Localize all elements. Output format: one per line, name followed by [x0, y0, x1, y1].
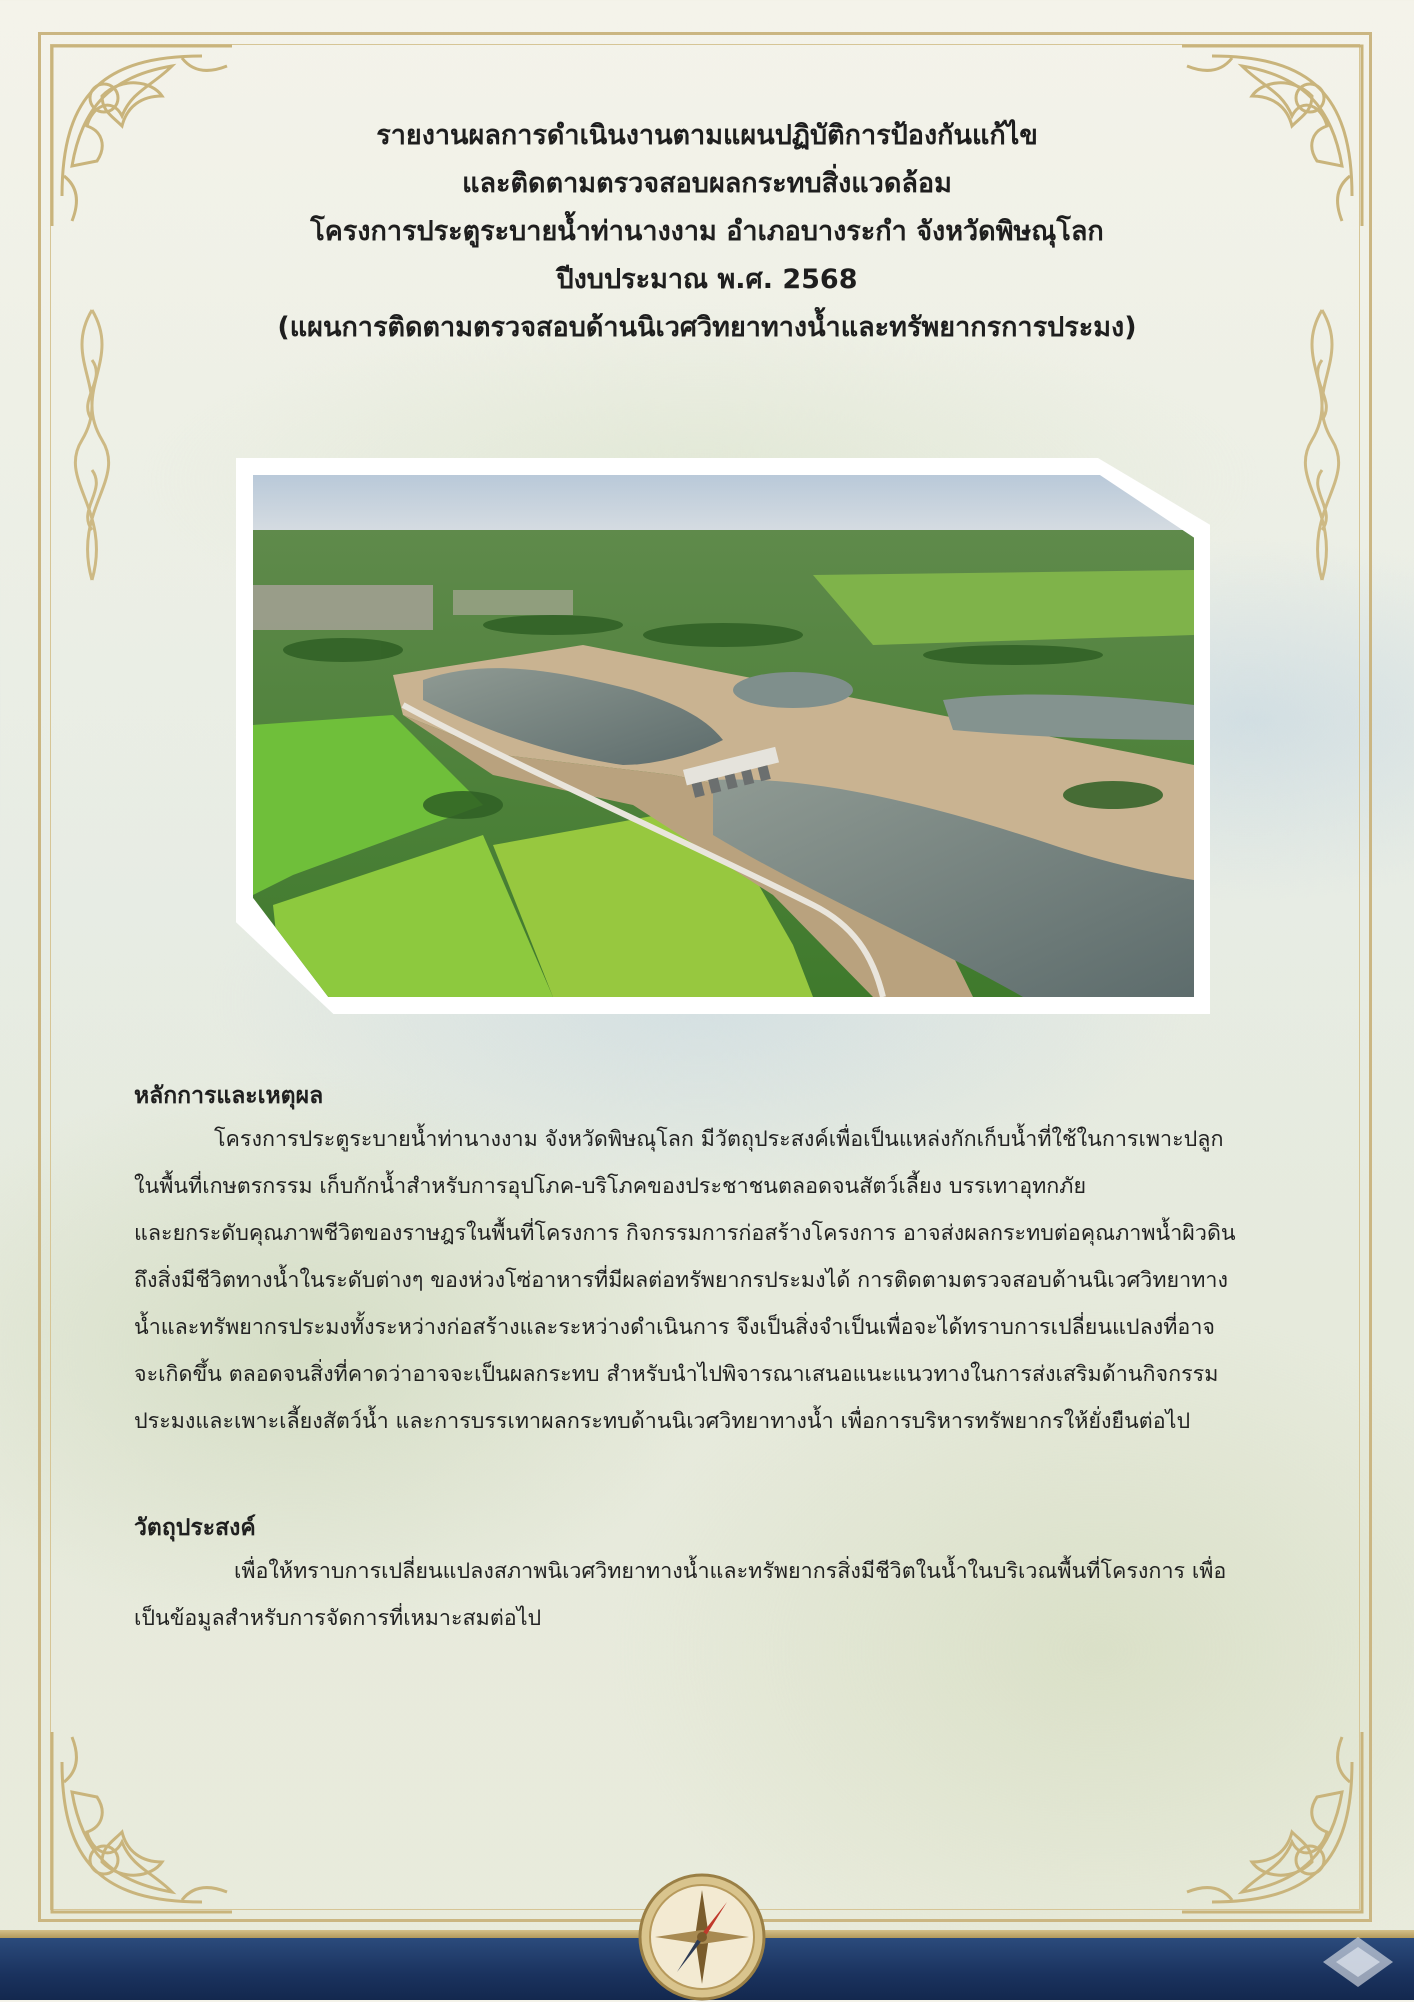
- rationale-paragraph: [134, 1116, 1314, 1445]
- rationale-heading: หลักการและเหตุผล: [134, 1083, 324, 1109]
- rationale-line: น้ำและทรัพยากรประมงทั้งระหว่างก่อสร้างและระหว่างดำเนินการ จึงเป็นสิ่งจำเป็นเพื่อจะได้ทราบการเปลี่ยนแปลงที่อาจ: [134, 1315, 1215, 1340]
- rationale-line: จะเกิดขึ้น ตลอดจนสิ่งที่คาดว่าอาจจะเป็นผลกระทบ สำหรับนำไปพิจารณาเสนอแนะแนวทางในการส่งเสริมด้านกิจกรรม: [134, 1362, 1219, 1387]
- title-line-2: และติดตามตรวจสอบผลกระทบสิ่งแวดล้อม: [462, 168, 952, 199]
- title-line-3: โครงการประตูระบายน้ำท่านางงาม อำเภอบางระกำ จังหวัดพิษณุโลก: [310, 216, 1104, 247]
- title-line-1: รายงานผลการดำเนินงานตามแผนปฏิบัติการป้องกันแก้ไข: [376, 120, 1038, 151]
- title-line-4: ปีงบประมาณ พ.ศ. 2568: [556, 264, 858, 295]
- report-title: [120, 112, 1294, 352]
- objective-line: เพื่อให้ทราบการเปลี่ยนแปลงสภาพนิเวศวิทยาทางน้ำและทรัพยากรสิ่งมีชีวิตในน้ำในบริเวณพื้นที่โครงการ เพื่อ: [234, 1559, 1227, 1584]
- corner-ornament-icon: [42, 1722, 242, 1922]
- objective-line: เป็นข้อมูลสำหรับการจัดการที่เหมาะสมต่อไป: [134, 1606, 542, 1631]
- objective-section: [134, 1508, 1314, 1642]
- compass-icon: [637, 1872, 767, 2002]
- rationale-line: ถึงสิ่งมีชีวิตทางน้ำในระดับต่างๆ ของห่วงโซ่อาหารที่มีผลต่อทรัพยากรประมงได้ การติดตามตรวจสอบด้านนิเวศวิทยาทาง: [134, 1268, 1228, 1293]
- rationale-line: ในพื้นที่เกษตรกรรม เก็บกักน้ำสำหรับการอุปโภค-บริโภคของประชาชนตลอดจนสัตว์เลี้ยง บรรเทาอุทกภัย: [134, 1174, 1087, 1199]
- corner-ornament-icon: [1172, 1722, 1372, 1922]
- side-ornament-icon: [1282, 300, 1362, 590]
- objective-paragraph: [134, 1548, 1314, 1642]
- rationale-line: โครงการประตูระบายน้ำท่านางงาม จังหวัดพิษณุโลก มีวัตถุประสงค์เพื่อเป็นแหล่งกักเก็บน้ำที่ใช้ในการเพาะปลูก: [214, 1127, 1224, 1152]
- objective-heading: วัตถุประสงค์: [134, 1515, 256, 1541]
- logo-mark-icon: [1318, 1932, 1398, 1992]
- aerial-photo-dam: [253, 475, 1194, 997]
- title-line-5: (แผนการติดตามตรวจสอบด้านนิเวศวิทยาทางน้ำและทรัพยากรการประมง): [277, 312, 1137, 343]
- rationale-section: [134, 1076, 1314, 1445]
- rationale-line: ประมงและเพาะเลี้ยงสัตว์น้ำ และการบรรเทาผลกระทบด้านนิเวศวิทยาทางน้ำ เพื่อการบริหารทรัพยากรให้ยั่งยืนต่อไป: [134, 1409, 1191, 1434]
- rationale-line: และยกระดับคุณภาพชีวิตของราษฎรในพื้นที่โครงการ กิจกรรมการก่อสร้างโครงการ อาจส่งผลกระทบต่อคุณภาพน้ำผิวดิน: [134, 1221, 1236, 1246]
